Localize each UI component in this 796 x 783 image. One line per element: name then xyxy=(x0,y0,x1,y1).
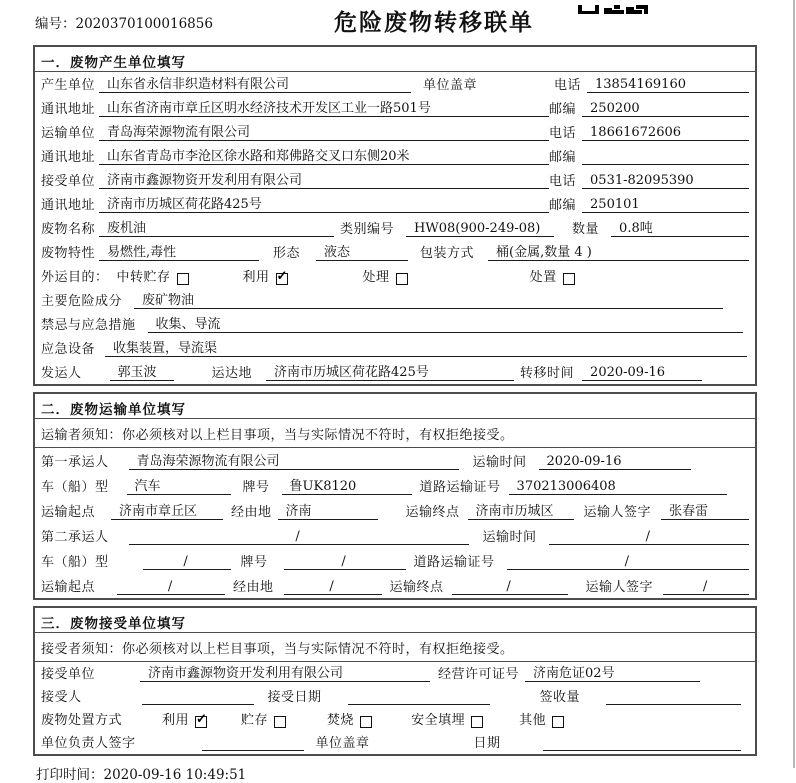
purpose-storage-checkbox xyxy=(177,273,189,285)
transport-time1-label: 运输时间 xyxy=(472,455,527,470)
purpose-option-treatment xyxy=(363,266,408,285)
vehicle2-row xyxy=(35,548,755,573)
receiver-zip-label: 邮编 xyxy=(549,198,577,213)
purpose-storage-label: 中转贮存 xyxy=(116,270,171,285)
accepting-unit-label: 接受单位 xyxy=(41,667,96,682)
disposal-use-label: 利用 xyxy=(162,713,190,728)
purpose-use-checkbox xyxy=(276,273,288,285)
purpose-option-disposal xyxy=(530,266,575,285)
receipt-date-label: 接受日期 xyxy=(267,690,322,705)
receiver-label: 接受单位 xyxy=(41,174,96,189)
section1-title: 一．废物产生单位填写 xyxy=(35,47,755,72)
emergency-equipment-label: 应急设备 xyxy=(41,342,96,357)
emergency-measures-label: 禁忌与应急措施 xyxy=(41,318,136,333)
received-amount-field xyxy=(606,704,741,705)
receiver-address-row xyxy=(35,192,755,216)
received-amount-label: 签收量 xyxy=(539,690,581,705)
sign2-label: 运输人签字 xyxy=(585,580,654,595)
via1-label: 经由地 xyxy=(231,505,272,520)
sign1-label: 运输人签字 xyxy=(583,505,652,520)
disposal-option-incineration xyxy=(327,709,372,728)
transport-time2-field: / xyxy=(549,529,749,545)
purpose-use-label: 利用 xyxy=(242,270,270,285)
transfer-time-field: 2020-09-16 xyxy=(582,365,702,381)
emergency-measures-field: 收集、导流 xyxy=(148,313,743,333)
vehicle1-type-label: 车（船）型 xyxy=(41,480,109,495)
print-time-label: 打印时间： xyxy=(36,767,104,783)
section2-title: 二．废物运输单位填写 xyxy=(35,394,755,419)
plate1-label: 牌号 xyxy=(242,480,270,495)
receiver-row xyxy=(35,168,755,192)
disposal-option-landfill xyxy=(411,709,483,728)
dispatcher-name-field: 郭玉波 xyxy=(110,361,174,381)
receipt-date-field xyxy=(348,704,490,705)
end2-label: 运输终点 xyxy=(389,580,444,595)
origin1-label: 运输起点 xyxy=(41,505,96,520)
print-time-line xyxy=(36,763,796,783)
second-carrier-label: 第二承运人 xyxy=(41,530,109,545)
section-transporter xyxy=(33,392,757,600)
emergency-equipment-field: 收集装置，导流渠 xyxy=(105,337,747,357)
section-receiver xyxy=(33,606,757,756)
origin2-label: 运输起点 xyxy=(41,580,96,595)
section3-title: 三．废物接受单位填写 xyxy=(35,608,755,633)
disposal-option-use xyxy=(162,709,207,728)
purpose-treatment-checkbox xyxy=(396,273,408,285)
transporter-label: 运输单位 xyxy=(41,126,96,141)
emergency-equipment-row xyxy=(35,336,755,360)
waste-category-field: HW08(900-249-08) xyxy=(406,221,554,237)
disposal-use-checkbox xyxy=(195,716,207,728)
producer-zip-field: 250200 xyxy=(582,101,749,117)
print-time-value: 2020-09-16 10:49:51 xyxy=(103,767,247,783)
page-right-edge xyxy=(793,0,795,768)
license-field: 济南危证02号 xyxy=(525,662,700,682)
purpose-option-storage xyxy=(117,266,189,285)
vehicle2-type-field: / xyxy=(143,554,231,570)
serial-number: 2020370100016856 xyxy=(75,16,213,32)
responsible-sign-label: 单位负责人签字 xyxy=(41,736,136,751)
receiver-phone-label: 电话 xyxy=(549,174,577,189)
hazard-components-field: 废矿物油 xyxy=(134,289,723,309)
disposal-landfill-checkbox xyxy=(471,716,483,728)
transporter-notice: 运输者须知：你必须核对以上栏目事项，当与实际情况不符时，有权拒绝接受。 xyxy=(35,419,755,448)
receiver-name-field: 济南市鑫源物资开发利用有限公司 xyxy=(99,169,549,189)
waste-form-label: 形态 xyxy=(273,246,301,261)
serial-number-line xyxy=(35,12,213,32)
purpose-disposal-checkbox xyxy=(563,273,575,285)
purpose-option-use xyxy=(243,266,288,285)
waste-form-field: 液态 xyxy=(316,241,408,261)
second-carrier-row xyxy=(35,523,755,548)
page-title: 危险废物转移联单 xyxy=(334,9,534,36)
transport-time2-label: 运输时间 xyxy=(482,530,537,545)
disposal-other-label: 其他 xyxy=(519,713,547,728)
producer-name-field: 山东省永信非织造材料有限公司 xyxy=(99,73,411,93)
license-label: 经营许可证号 xyxy=(438,667,520,682)
disposal-other-checkbox xyxy=(552,716,564,728)
disposal-landfill-label: 安全填埋 xyxy=(411,713,466,728)
hazard-components-label: 主要危险成分 xyxy=(41,294,123,309)
permit2-label: 道路运输证号 xyxy=(413,555,495,570)
packing-label: 包装方式 xyxy=(420,246,475,261)
transporter-address-label: 通讯地址 xyxy=(41,150,96,165)
first-carrier-row xyxy=(35,448,755,473)
plate1-field: 鲁UK8120 xyxy=(282,475,412,495)
unit-seal2-label: 单位盖章 xyxy=(315,736,370,751)
sign2-field: / xyxy=(663,579,749,595)
vehicle2-type-label: 车（船）型 xyxy=(41,555,109,570)
waste-name-field: 废机油 xyxy=(99,217,334,237)
producer-phone-label: 电话 xyxy=(553,78,581,93)
accepting-unit-field: 济南市鑫源物资开发利用有限公司 xyxy=(140,662,430,682)
vehicle1-type-field: 汽车 xyxy=(127,475,231,495)
document-header xyxy=(0,0,796,45)
receiver-address-field: 济南市历城区荷花路425号 xyxy=(99,193,549,213)
accepting-unit-row xyxy=(35,662,755,685)
seal-date-field xyxy=(543,750,741,751)
via2-label: 经由地 xyxy=(233,580,274,595)
responsible-sign-field xyxy=(202,750,304,751)
transporter-zip-label: 邮编 xyxy=(549,150,577,165)
purpose-disposal-label: 处置 xyxy=(529,270,557,285)
disposal-method-label: 废物处置方式 xyxy=(41,713,123,728)
transporter-zip-field xyxy=(582,164,749,165)
end2-field: / xyxy=(452,579,568,595)
disposal-option-storage xyxy=(241,709,286,728)
waste-name-row xyxy=(35,216,755,240)
destination-field: 济南市历城区荷花路425号 xyxy=(266,361,514,381)
transfer-time-label: 转移时间 xyxy=(520,366,575,381)
transporter-name-field: 青岛海荣源物流有限公司 xyxy=(99,121,549,141)
disposal-incineration-label: 焚烧 xyxy=(327,713,355,728)
sign1-field: 张春雷 xyxy=(661,500,749,520)
purpose-treatment-label: 处理 xyxy=(362,270,390,285)
qr-code-fragment-icon xyxy=(578,0,648,19)
disposal-storage-label: 贮存 xyxy=(241,713,269,728)
dispatch-row xyxy=(35,360,755,384)
transporter-phone-label: 电话 xyxy=(549,126,577,141)
producer-address-field: 山东省济南市章丘区明水经济技术开发区工业一路501号 xyxy=(99,97,549,117)
receipt-row xyxy=(35,685,755,708)
permit1-label: 道路运输证号 xyxy=(419,480,501,495)
first-carrier-field: 青岛海荣源物流有限公司 xyxy=(129,450,459,470)
unit-seal-label: 单位盖章 xyxy=(423,78,478,93)
emergency-measures-row xyxy=(35,312,755,336)
producer-row xyxy=(35,72,755,96)
waste-qty-label: 数量 xyxy=(572,222,600,237)
end1-label: 运输终点 xyxy=(405,505,460,520)
origin1-field: 济南市章丘区 xyxy=(111,500,223,520)
waste-qty-field: 0.8吨 xyxy=(611,217,749,237)
disposal-storage-checkbox xyxy=(274,716,286,728)
transfer-purpose-label: 外运目的： xyxy=(41,270,109,285)
receiver-notice: 接受者须知：你必须核对以上栏目事项，当与实际情况不符时，有权拒绝接受。 xyxy=(35,633,755,662)
waste-traits-row xyxy=(35,240,755,264)
waste-name-label: 废物名称 xyxy=(41,222,96,237)
via2-field: / xyxy=(284,579,382,595)
transporter-address-row xyxy=(35,144,755,168)
producer-address-row xyxy=(35,96,755,120)
producer-phone-field: 13854169160 xyxy=(587,77,749,93)
receiver-zip-field: 250101 xyxy=(582,197,749,213)
transporter-row xyxy=(35,120,755,144)
serial-label: 编号： xyxy=(35,16,76,32)
disposal-option-other xyxy=(519,709,564,728)
first-carrier-label: 第一承运人 xyxy=(41,455,109,470)
receiver-address-label: 通讯地址 xyxy=(41,198,96,213)
waste-traits-label: 废物特性 xyxy=(41,246,96,261)
destination-label: 运达地 xyxy=(211,366,253,381)
waste-traits-field: 易燃性,毒性 xyxy=(99,241,259,261)
signoff-row xyxy=(35,731,755,754)
producer-zip-label: 邮编 xyxy=(549,102,577,117)
transporter-phone-field: 18661672606 xyxy=(582,125,749,141)
section-producer xyxy=(33,45,757,386)
transporter-address-field: 山东省青岛市李沧区徐水路和郑佛路交叉口东侧20米 xyxy=(99,145,549,165)
plate2-field: / xyxy=(284,554,406,570)
producer-label: 产生单位 xyxy=(41,78,96,93)
via1-field: 济南 xyxy=(278,500,378,520)
vehicle1-row xyxy=(35,473,755,498)
origin2-field: / xyxy=(117,579,225,595)
route2-row xyxy=(35,573,755,598)
route1-row xyxy=(35,498,755,523)
transfer-purpose-row xyxy=(35,264,755,288)
second-carrier-field: / xyxy=(129,529,469,545)
dispatcher-label: 发运人 xyxy=(41,366,82,381)
packing-field: 桶(金属,数量 4 ) xyxy=(488,241,749,261)
receiver-phone-field: 0531-82095390 xyxy=(582,173,749,189)
waste-category-label: 类别编号 xyxy=(340,222,395,237)
permit1-field: 370213006408 xyxy=(509,479,727,495)
hazard-components-row xyxy=(35,288,755,312)
seal-date-label: 日期 xyxy=(473,736,501,751)
producer-address-label: 通讯地址 xyxy=(41,102,96,117)
disposal-method-row xyxy=(35,708,755,731)
disposal-incineration-checkbox xyxy=(360,716,372,728)
recipient-label: 接受人 xyxy=(41,690,82,705)
transport-time1-field: 2020-09-16 xyxy=(539,454,691,470)
permit2-field: / xyxy=(507,554,749,570)
recipient-field xyxy=(142,704,254,705)
plate2-label: 牌号 xyxy=(240,555,268,570)
end1-field: 济南市历城区 xyxy=(468,500,574,520)
